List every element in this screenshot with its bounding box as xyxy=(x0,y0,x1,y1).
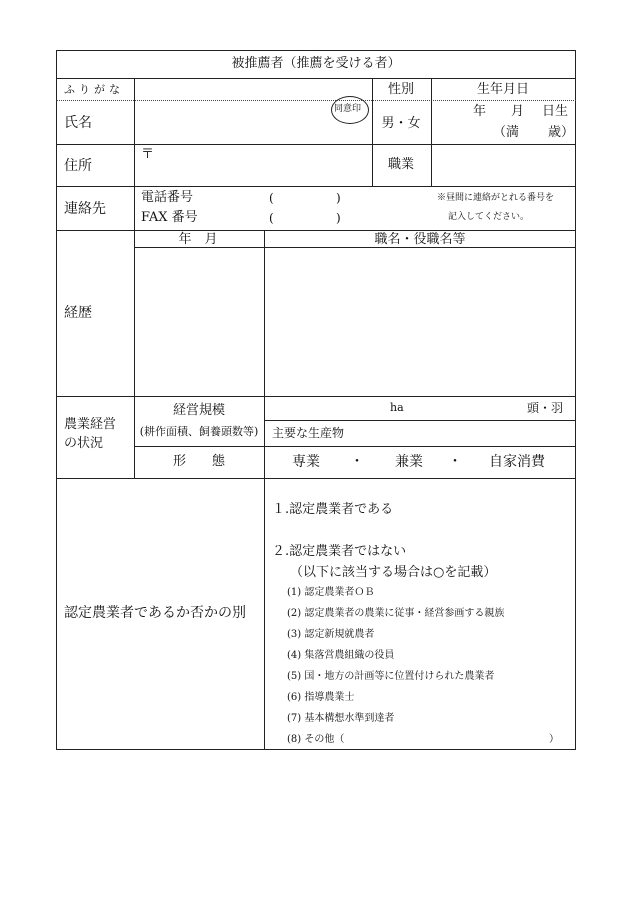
furigana-label: ふりがな xyxy=(64,83,124,96)
vline-gender-col xyxy=(372,78,373,186)
certified-item[interactable]: (6) 指導農業士 xyxy=(287,692,355,703)
certified-option-2-note: （以下に該当する場合は○を記載） xyxy=(290,565,497,580)
form-header: 被推薦者（推薦を受ける者） xyxy=(231,56,401,71)
birth-year-unit: 年 xyxy=(473,104,487,119)
certified-label: 認定農業者であるか否かの別 xyxy=(64,605,246,621)
form-option-sep2: ・ xyxy=(448,454,462,470)
career-label: 経歴 xyxy=(64,305,92,321)
line-career-header-bottom xyxy=(134,247,576,248)
phone-label: 電話番号 xyxy=(141,190,194,205)
certified-option-2[interactable]: ２.認定農業者ではない xyxy=(272,544,407,559)
gender-label: 性別 xyxy=(387,82,415,97)
fax-label: FAX 番号 xyxy=(141,210,198,225)
form-option-sep1: ・ xyxy=(350,454,364,470)
contact-label: 連絡先 xyxy=(64,201,106,217)
fax-paren-close: ) xyxy=(336,211,341,225)
career-col-title: 職名・役職名等 xyxy=(374,232,466,247)
scale-label: 経営規模 xyxy=(172,403,226,418)
certified-other-close: ） xyxy=(549,734,559,745)
farm-label-line2: の状況 xyxy=(64,436,104,451)
certified-item[interactable]: (1) 認定農業者ＯＢ xyxy=(287,587,375,598)
occupation-label: 職業 xyxy=(387,157,415,172)
farm-label-line1: 農業経営 xyxy=(64,417,117,432)
phone-paren-open: ( xyxy=(269,191,274,205)
birth-day-unit: 日生 xyxy=(542,104,569,119)
vline-career-col xyxy=(264,230,265,478)
career-col-date: 年 月 xyxy=(178,232,218,247)
birth-month-unit: 月 xyxy=(511,104,525,119)
line-scale-bottom xyxy=(134,446,576,447)
certified-item[interactable]: (4) 集落営農組織の役員 xyxy=(287,650,395,661)
contact-note-line2: 記入してください。 xyxy=(448,212,530,222)
line-farm-bottom xyxy=(56,478,576,479)
form-label: 形 態 xyxy=(172,454,226,469)
form-option-part-time[interactable]: 兼業 xyxy=(395,454,423,470)
vline-label-col xyxy=(134,78,135,396)
vline-birth-col xyxy=(431,78,432,186)
certified-option-1[interactable]: １.認定農業者である xyxy=(272,502,394,517)
line-scale-mid xyxy=(264,420,576,421)
age-open: （満 xyxy=(493,125,520,140)
age-close: 歳） xyxy=(548,125,575,140)
name-label: 氏名 xyxy=(64,115,92,131)
contact-note-line1: ※昼間に連絡がとれる番号を xyxy=(437,193,555,203)
consent-stamp-label: 同意印 xyxy=(334,104,362,114)
certified-item[interactable]: (5) 国・地方の計画等に位置付けられた農業者 xyxy=(287,671,495,682)
certified-item[interactable]: (2) 認定農業者の農業に従事・経営参画する親族 xyxy=(287,608,505,619)
fax-paren-open: ( xyxy=(269,211,274,225)
scale-ha-unit: ha xyxy=(390,401,404,414)
form-option-self-consumption[interactable]: 自家消費 xyxy=(489,454,545,470)
phone-paren-close: ) xyxy=(336,191,341,205)
vline-certified-col xyxy=(264,478,265,750)
gender-options[interactable]: 男・女 xyxy=(381,116,421,131)
certified-item[interactable]: (8) その他（ xyxy=(287,734,345,745)
address-label: 住所 xyxy=(64,158,92,174)
vline-farm-label-col xyxy=(134,396,135,478)
main-products-label: 主要な生産物 xyxy=(272,426,345,440)
scale-sublabel: (耕作面積、飼養頭数等) xyxy=(139,425,259,438)
certified-item[interactable]: (3) 認定新規就農者 xyxy=(287,629,375,640)
certified-item[interactable]: (7) 基本構想水準到達者 xyxy=(287,713,395,724)
scale-heads-unit: 頭・羽 xyxy=(527,401,564,415)
postal-mark: 〒 xyxy=(141,147,155,162)
form-option-full-time[interactable]: 専業 xyxy=(292,454,320,470)
birthdate-label: 生年月日 xyxy=(476,82,530,97)
